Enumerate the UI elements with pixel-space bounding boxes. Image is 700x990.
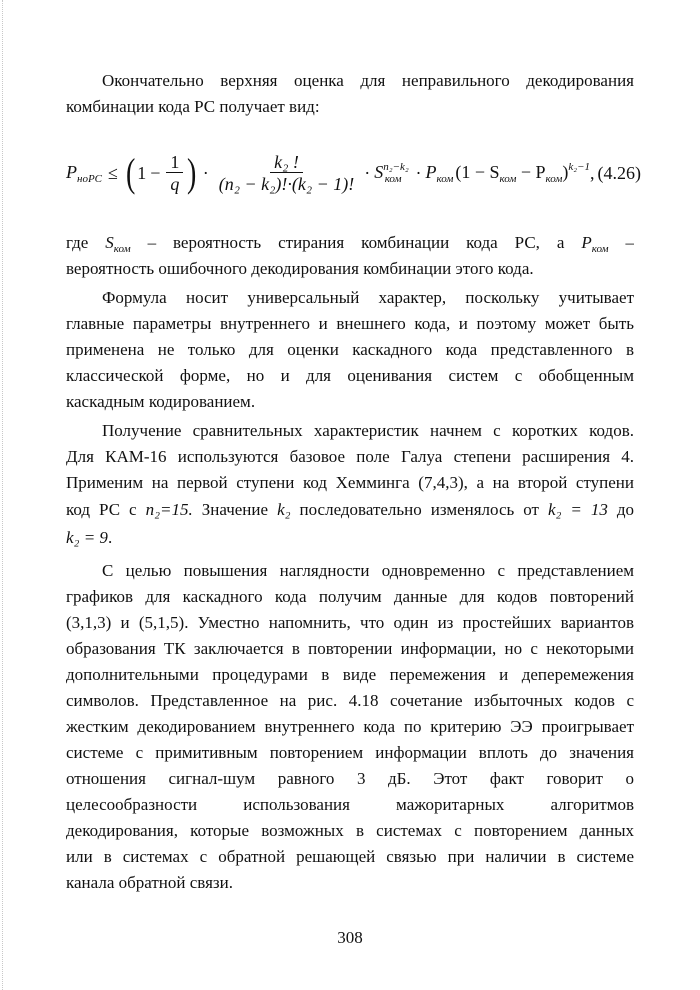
where-line-1: где $S_{ком}$ – вероятность стирания комбинации кода РС, а $P_{ком}$ – [66, 233, 634, 254]
formula-leq: ≤ [108, 162, 118, 183]
formula-dot-3: · [415, 162, 422, 183]
para1-line-4: классической форме, но и для оценивания систем с обобщенным [66, 366, 634, 385]
frac2-num: k₂ ! [274, 151, 299, 172]
para3-line-7: жестким декодированием внутреннего кода по критерию ЭЭ проигрывает [66, 717, 634, 736]
para3-line-3: (3,1,3) и (5,1,5). Уместно напомнить, что один из простейших вариантов [66, 613, 634, 632]
para3-line-9: отношения сигнал-шум равного 3 дБ. Этот факт говорит о [66, 769, 634, 788]
formula-comma: , [589, 162, 595, 183]
page-edge [2, 0, 3, 990]
page-number: 308 [337, 928, 363, 947]
frac1-num: 1 [166, 152, 183, 173]
para1-line-1: Формула носит универсальный характер, поскольку учитывает [102, 288, 634, 307]
formula-lhs: $P_{ноРС}$ [66, 161, 103, 185]
paren-open: ( [125, 150, 136, 195]
para2-line-3: Применим на первой ступени код Хемминга (7,4,3), а на второй ступени [66, 473, 634, 492]
formula-dot-2: · [364, 162, 371, 183]
para3-line-1: С целью повышения наглядности одновременно с представлением [102, 561, 634, 580]
formula-s-kom: $S^{n_2-k_2}_{ком}$ [374, 161, 409, 185]
para3-line-5: дополнительными процедурами в виде перемежения и деперемежения [66, 665, 634, 684]
formula-minus: − [150, 162, 161, 183]
para3-line-6: символов. Представленное на рис. 4.18 сочетание избыточных кодов с [66, 691, 634, 710]
para2-line-5: k₂ = 9. [66, 528, 113, 547]
frac2-den: (n₂ − k₂)!·(k₂ − 1)! [218, 173, 355, 194]
formula-one: 1 [137, 162, 147, 183]
para1-line-2: главные параметры внутреннего и внешнего кода, и поэтому может быть [66, 314, 634, 333]
para3-line-12: или в системах с обратной решающей связью при наличии в системе [66, 847, 634, 866]
formula-4-26 [66, 145, 641, 201]
formula-dot-1: · [202, 162, 209, 183]
para2-line-2: Для КАМ-16 используются базовое поле Галуа степени расширения 4. [66, 447, 634, 466]
para3-line-8: системе с примитивным повторением информации вплоть до значения [66, 743, 634, 762]
fraction-1-over-q [166, 152, 183, 195]
where-line-2: вероятность ошибочного декодирования комбинации этого кода. [66, 259, 534, 278]
equation-number: (4.26) [597, 162, 641, 183]
para3-line-11: декодирования, которые возможных в системах с повторением данных [66, 821, 634, 840]
para3-line-10: целесообразности использования мажоритарных алгоритмов [66, 795, 634, 814]
para3-line-4: образования ТК заключается в повторении информации, но с некоторыми [66, 639, 634, 658]
para3-line-2: графиков для каскадного кода получим данные для кодов повторений [66, 587, 634, 606]
para2-line-1: Получение сравнительных характеристик начнем с коротких кодов. [102, 421, 634, 440]
formula-paren-expr: $(1 - S_{ком} - P_{ком})^{k_2-1}$ [455, 161, 590, 185]
para1-line-5: каскадным кодированием. [66, 392, 256, 411]
intro-line-2: комбинации кода РС получает вид: [66, 97, 320, 116]
fraction-factorial [215, 152, 359, 195]
para3-line-13: канала обратной связи. [66, 873, 233, 892]
intro-line-1: Окончательно верхняя оценка для неправильного декодирования [102, 71, 634, 90]
frac1-den: q [170, 173, 180, 194]
para2-line-4: код РС с n₂=15. Значение k₂ последовательно изменялось от k₂ = 13 до [66, 500, 634, 519]
para1-line-3: применена не только для оценки каскадного кода представленного в [66, 340, 634, 359]
formula-body [66, 145, 594, 201]
formula-p-kom: $P_{ком}$ [425, 161, 454, 185]
paren-close: ) [187, 150, 197, 195]
